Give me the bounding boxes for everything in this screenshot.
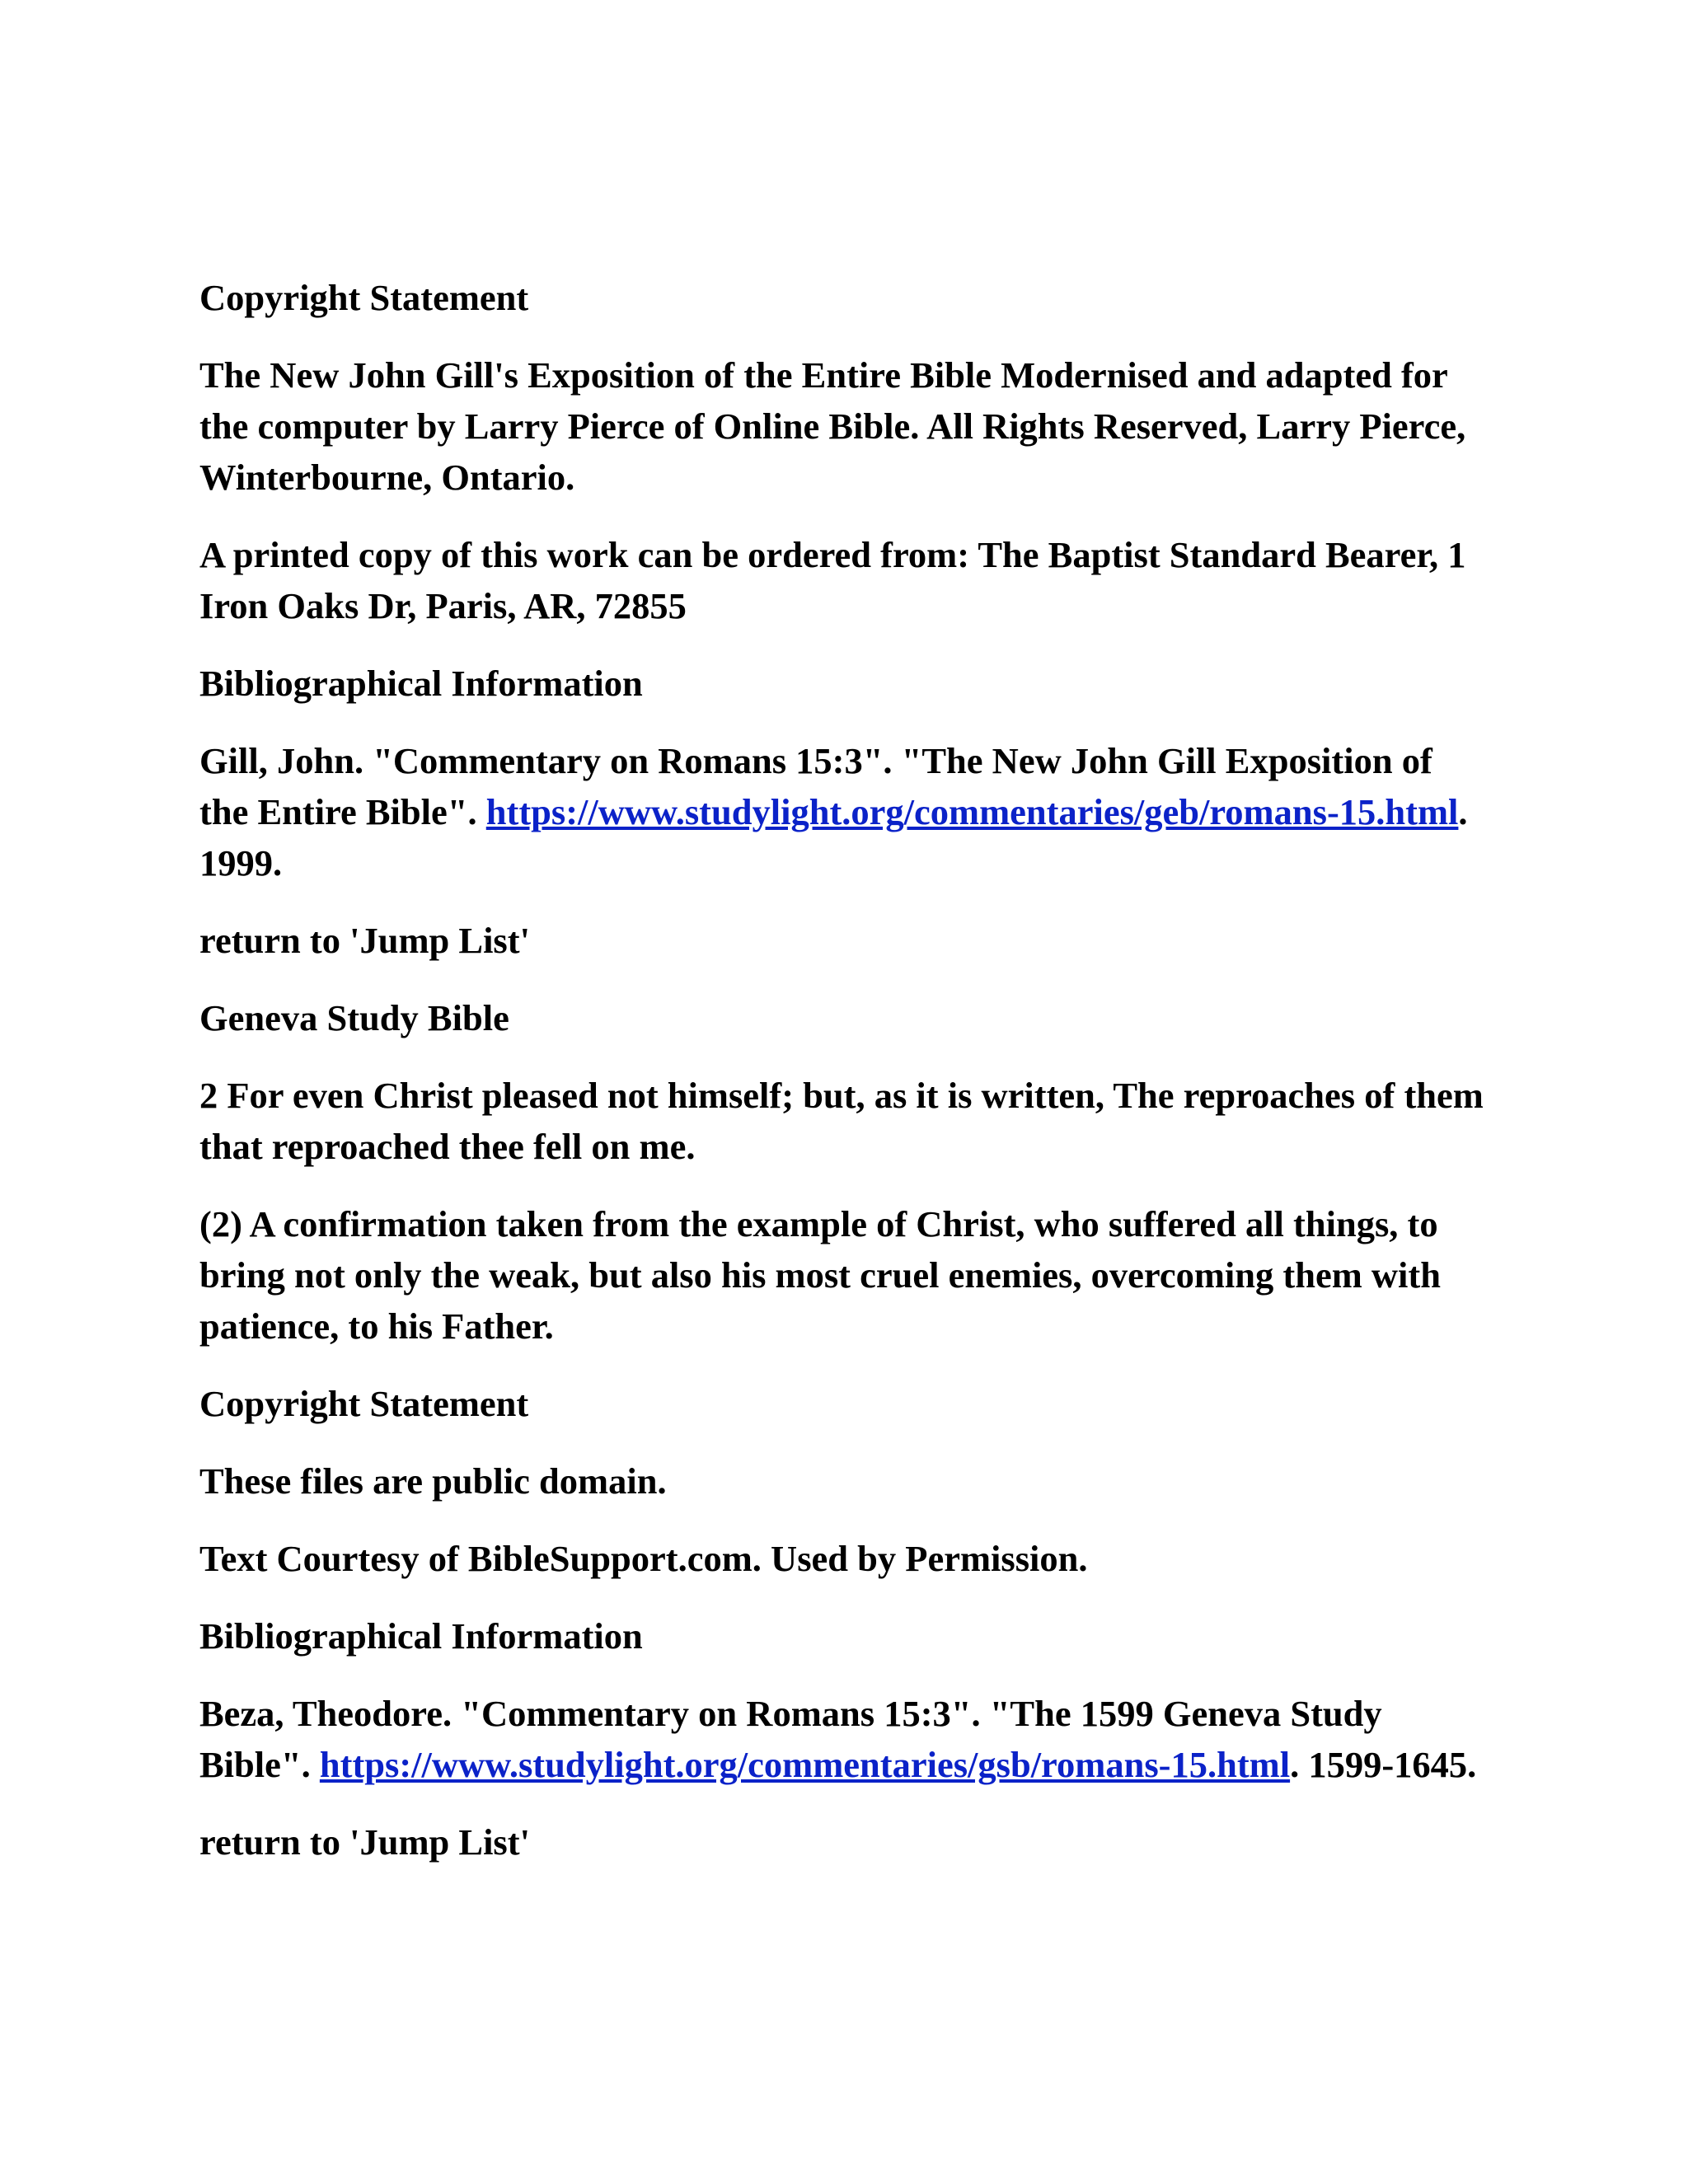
geneva-biblio-heading: Bibliographical Information	[199, 1615, 643, 1657]
geneva-citation-prefix: Beza, Theodore. "Commentary on Romans 15:3". "The 1599 Geneva Study Bible".	[199, 1693, 1382, 1785]
geneva-citation-suffix: . 1599-1645.	[1290, 1744, 1477, 1785]
geneva-heading: Geneva Study Bible	[199, 997, 509, 1038]
gill-citation-link[interactable]: https://www.studylight.org/commentaries/geb/romans-15.html	[485, 791, 1459, 832]
geneva-copyright-heading: Copyright Statement	[199, 1383, 529, 1424]
gill-copyright-heading: Copyright Statement	[199, 277, 529, 318]
geneva-public-domain: These files are public domain.	[199, 1460, 667, 1502]
gill-copyright-text: The New John Gill's Exposition of the Entire Bible Modernised and adapted for the computer by Larry Pierce of Online Bible. All Rights Reserved, Larry Pierce, Winterbourne, Ontario.	[199, 354, 1466, 498]
gill-biblio-heading: Bibliographical Information	[199, 663, 643, 704]
return-to-jump-list-link-2[interactable]: return to 'Jump List'	[199, 1821, 530, 1863]
gill-citation	[199, 735, 1485, 888]
geneva-note: (2) A confirmation taken from the example of Christ, who suffered all things, to bring not only the weak, but also his most cruel enemies, overcoming them with patience, to his Father.	[199, 1203, 1441, 1347]
geneva-citation	[199, 1688, 1485, 1790]
geneva-citation-link[interactable]: https://www.studylight.org/commentaries/gsb/romans-15.html	[319, 1744, 1291, 1785]
gill-citation-prefix: Gill, John. "Commentary on Romans 15:3". "The New John Gill Exposition of the Entire Bible".	[199, 740, 1432, 832]
geneva-courtesy: Text Courtesy of BibleSupport.com. Used by Permission.	[199, 1538, 1088, 1579]
document-body	[199, 272, 1485, 1894]
return-to-jump-list-link-1[interactable]: return to 'Jump List'	[199, 920, 530, 961]
gill-citation-suffix: . 1999.	[199, 791, 1468, 883]
geneva-verse: 2 For even Christ pleased not himself; but, as it is written, The reproaches of them that reproached thee fell on me.	[199, 1075, 1484, 1167]
gill-order-text: A printed copy of this work can be ordered from: The Baptist Standard Bearer, 1 Iron Oaks Dr, Paris, AR, 72855	[199, 534, 1466, 626]
